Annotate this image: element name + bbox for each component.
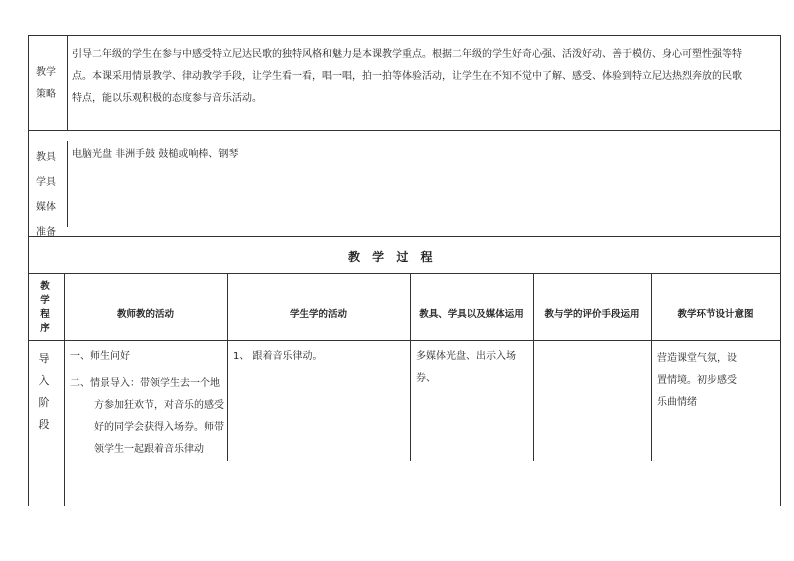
- row1-stage-1: 导: [38, 352, 50, 365]
- tools-label-3: 媒体: [36, 202, 56, 213]
- rule-left: [28, 35, 29, 506]
- row1-stage-3: 阶: [38, 396, 50, 409]
- row1-stage-2: 入: [38, 374, 50, 387]
- row1-stage-4: 段: [38, 418, 50, 431]
- header-stage: [32, 280, 58, 336]
- strategy-label-line2: 策略: [36, 89, 56, 100]
- rule-right: [780, 35, 781, 506]
- rule-col-teacher: [227, 273, 228, 461]
- rule-after-strategy: [28, 130, 780, 131]
- rule-after-header: [28, 340, 780, 341]
- rule-top: [28, 35, 780, 36]
- header-student: 学生学的活动: [289, 309, 347, 320]
- process-title: 教 学 过 程: [348, 250, 437, 264]
- tools-label: [31, 145, 61, 245]
- rule-after-tools: [28, 236, 780, 237]
- row1-teacher-item2-l4: 领学生一起跟着音乐律动: [94, 444, 204, 455]
- rule-after-title: [28, 273, 780, 274]
- tools-label-2: 学具: [36, 177, 56, 188]
- header-eval: 教与学的评价手段运用: [544, 309, 640, 320]
- row1-teacher-item2-l1: 二、情景导入：带领学生去一个地: [70, 378, 220, 389]
- rule-col-media: [533, 273, 534, 461]
- strategy-text-line2: 点。本课采用情景教学、律动教学手段，让学生看一看，唱一唱，拍一拍等体验活动，让学生在不知不觉中了解、感受、体验到特立尼达热烈奔放的民歌: [72, 71, 742, 82]
- row1-media-l2: 券、: [416, 373, 436, 384]
- strategy-text-line1: 引导二年级的学生在参与中感受特立尼达民歌的独特风格和魅力是本课教学重点。根据二年级的学生好奇心强、活泼好动、善于模仿、身心可塑性强等特: [72, 49, 742, 60]
- row1-teacher-item2-l2: 方参加狂欢节，对音乐的感受: [94, 400, 224, 411]
- strategy-label: [31, 62, 61, 106]
- tools-text: 电脑光盘 非洲手鼓 鼓槌或响棒、钢琴: [72, 149, 239, 160]
- tools-label-4: 准备: [36, 227, 56, 238]
- header-stage-4: 序: [40, 323, 50, 334]
- strategy-text-line3: 特点，能以乐观积极的态度参与音乐活动。: [72, 93, 262, 104]
- row1-intent-l3: 乐曲情绪: [657, 397, 697, 408]
- row1-intent-l2: 置情境。初步感受: [657, 375, 737, 386]
- row1-teacher-item2-l3: 好的同学会获得入场券。师带: [94, 422, 224, 433]
- strategy-label-line1: 教学: [36, 67, 56, 78]
- rule-strategy-label: [67, 35, 68, 130]
- rule-col-student: [410, 273, 411, 461]
- header-teacher: 教师教的活动: [116, 309, 174, 320]
- header-media: 教具、学具以及媒体运用: [419, 309, 524, 320]
- strategy-text: [72, 44, 777, 110]
- row1-teacher-item1: 一、师生问好: [70, 351, 130, 362]
- row1-intent-l1: 营造课堂气氛，设: [657, 353, 737, 364]
- rule-col-eval: [651, 273, 652, 461]
- row1-student: 1、 跟着音乐律动。: [233, 351, 323, 362]
- row1-stage: [33, 348, 55, 436]
- tools-label-1: 教具: [36, 152, 56, 163]
- header-stage-3: 程: [40, 309, 50, 320]
- header-stage-2: 学: [40, 295, 50, 306]
- row1-media-l1: 多媒体光盘、出示入场: [416, 351, 516, 362]
- header-intent: 教学环节设计意图: [677, 309, 754, 320]
- header-stage-1: 教: [40, 281, 50, 292]
- rule-tools-label: [67, 141, 68, 227]
